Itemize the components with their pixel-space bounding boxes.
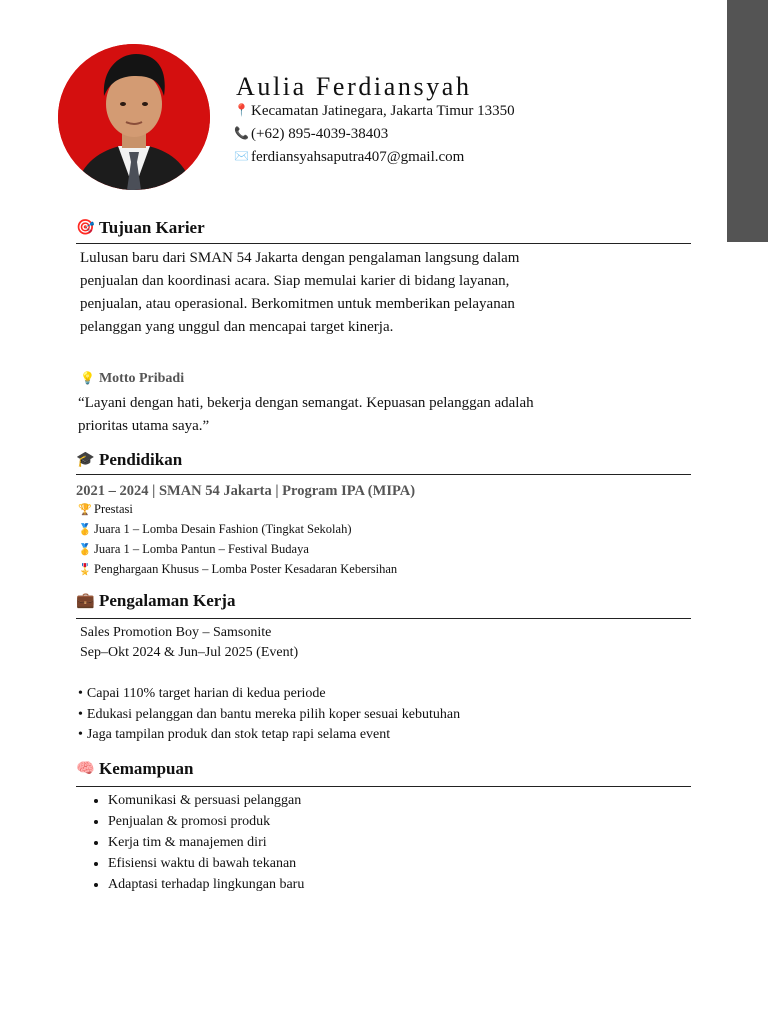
phone-text: (+62) 895-4039-38403 — [251, 126, 389, 142]
section-title-skills — [76, 758, 193, 780]
list-item: • Adaptasi terhadap lingkungan baru — [108, 874, 304, 895]
side-strip — [727, 0, 768, 242]
list-item: • Komunikasi & persuasi pelanggan — [108, 790, 304, 811]
list-item — [78, 500, 397, 520]
section-divider — [76, 243, 691, 244]
education-title-text: Pendidikan — [99, 450, 183, 469]
list-item: • Jaga tampilan produk dan stok tetap rapi selama event — [78, 725, 460, 746]
brain-icon: 🧠 — [76, 761, 95, 777]
job-bullet-list — [78, 684, 460, 746]
education-heading: 2021 – 2024 | SMAN 54 Jakarta | Program IPA (MIPA) — [76, 483, 416, 499]
career-line: penjualan, atau operasional. Berkomitmen untuk memberikan pelayanan — [80, 296, 515, 312]
person-silhouette-icon — [58, 44, 210, 190]
section-divider — [76, 786, 691, 787]
motto-line: “Layani dengan hati, bekerja dengan semangat. Kepuasan pelanggan adalah — [78, 395, 534, 411]
graduation-cap-icon: 🎓 — [76, 452, 95, 468]
motto-quote — [78, 392, 618, 438]
list-item — [78, 560, 397, 580]
pin-icon: 📍 — [234, 103, 249, 117]
job-role: Sales Promotion Boy – Samsonite — [80, 625, 272, 640]
email-text: ferdiansyahsaputra407@gmail.com — [251, 149, 465, 165]
section-title-career — [76, 217, 205, 239]
section-divider — [76, 618, 691, 619]
section-title-experience — [76, 590, 235, 612]
candidate-name: Aulia Ferdiansyah — [236, 72, 472, 101]
phone-icon: 📞 — [234, 126, 249, 140]
skills-list — [88, 790, 304, 895]
trophy-icon: 🏆 — [78, 504, 92, 516]
envelope-icon: ✉️ — [234, 149, 249, 163]
list-item: • Kerja tim & manajemen diri — [108, 832, 304, 853]
career-line: Lulusan baru dari SMAN 54 Jakarta dengan pengalaman langsung dalam — [80, 250, 520, 266]
list-item — [78, 520, 397, 540]
achievement-list — [78, 500, 397, 580]
address-line — [234, 100, 515, 121]
lightbulb-icon: 💡 — [80, 371, 95, 385]
career-line: penjualan dan koordinasi acara. Siap memulai karier di bidang layanan, — [80, 273, 510, 289]
briefcase-icon: 💼 — [76, 593, 95, 609]
achievement-text: Juara 1 – Lomba Pantun – Festival Budaya — [94, 542, 309, 556]
list-item — [78, 540, 397, 560]
job-period: Sep–Okt 2024 & Jun–Jul 2025 (Event) — [80, 645, 299, 660]
medal-icon: 🥇 — [78, 544, 92, 556]
list-item: • Edukasi pelanggan dan bantu mereka pilih koper sesuai kebutuhan — [78, 705, 460, 726]
list-item: • Efisiensi waktu di bawah tekanan — [108, 853, 304, 874]
achievement-text: Penghargaan Khusus – Lomba Poster Kesadaran Kebersihan — [94, 562, 398, 576]
list-item: • Capai 110% target harian di kedua periode — [78, 684, 460, 705]
medal-icon: 🥇 — [78, 524, 92, 536]
section-divider — [76, 474, 691, 475]
motto-title-text: Motto Pribadi — [98, 371, 185, 386]
career-title-text: Tujuan Karier — [99, 218, 205, 237]
skills-title-text: Kemampuan — [99, 759, 194, 778]
section-title-education — [76, 449, 182, 471]
motto-title — [80, 368, 184, 389]
experience-title-text: Pengalaman Kerja — [99, 591, 236, 610]
profile-photo — [58, 44, 210, 190]
achievement-text: Juara 1 – Lomba Desain Fashion (Tingkat Sekolah) — [94, 522, 352, 536]
target-icon: 🎯 — [76, 220, 95, 236]
email-line — [234, 146, 464, 167]
career-line: pelanggan yang unggul dan mencapai target kinerja. — [80, 319, 394, 335]
achievement-text: Prestasi — [94, 502, 133, 516]
phone-line — [234, 123, 388, 144]
list-item: • Penjualan & promosi produk — [108, 811, 304, 832]
motto-line: prioritas utama saya.” — [78, 418, 210, 434]
career-summary — [80, 247, 600, 339]
ribbon-medal-icon: 🎖️ — [78, 564, 92, 576]
address-text: Kecamatan Jatinegara, Jakarta Timur 13350 — [251, 103, 515, 119]
